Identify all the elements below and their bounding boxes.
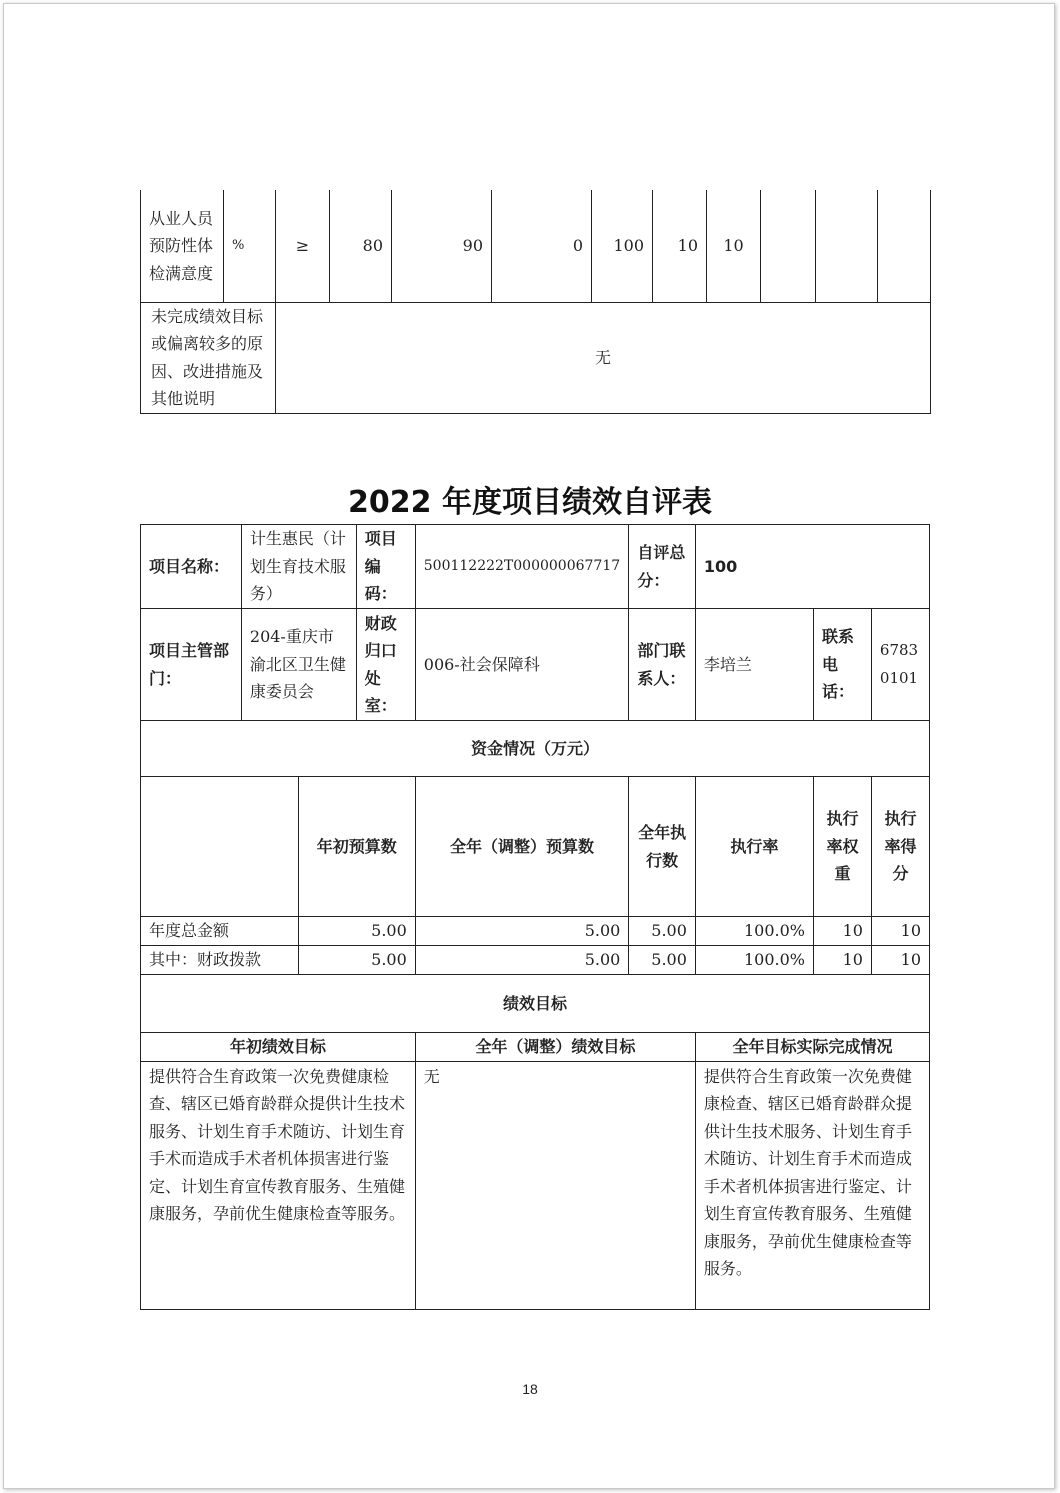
indicator-empty-3 bbox=[878, 190, 931, 302]
funds-header-blank bbox=[141, 777, 299, 917]
indicator-name: 从业人员预防性体检满意度 bbox=[141, 190, 224, 302]
funds-cell: 5.00 bbox=[298, 946, 415, 975]
funds-cell: 5.00 bbox=[629, 917, 696, 946]
note-row bbox=[141, 302, 931, 413]
goals-section-row bbox=[141, 975, 930, 1033]
indicator-unit: % bbox=[224, 190, 276, 302]
score-value: 100 bbox=[695, 525, 929, 609]
goals-content-row bbox=[141, 1061, 930, 1309]
performance-indicator-table bbox=[140, 190, 931, 414]
contact-label: 部门联系人： bbox=[629, 609, 696, 721]
funds-cell: 5.00 bbox=[415, 917, 629, 946]
finance-office-label: 财政归口处室： bbox=[356, 609, 415, 721]
funds-header-score: 执行率得分 bbox=[871, 777, 929, 917]
funds-cell: 100.0% bbox=[695, 917, 813, 946]
indicator-empty-2 bbox=[816, 190, 878, 302]
funds-cell: 10 bbox=[813, 917, 871, 946]
funds-header-weight: 执行率权重 bbox=[813, 777, 871, 917]
goals-adjusted-text: 无 bbox=[415, 1061, 695, 1309]
funds-section-title: 资金情况（万元） bbox=[141, 721, 930, 777]
funds-cell: 10 bbox=[813, 946, 871, 975]
project-code: 500112222T000000067717 bbox=[415, 525, 629, 609]
goals-initial-text: 提供符合生育政策一次免费健康检查、辖区已婚育龄群众提供计生技术服务、计划生育手术随访、计划生育手术而造成手术者机体损害进行鉴定、计划生育宣传教育服务、生殖健康服务，孕前优生健康检查等服务。 bbox=[141, 1061, 416, 1309]
funds-cell: 10 bbox=[871, 917, 929, 946]
phone-label: 联系电话： bbox=[813, 609, 871, 721]
indicator-value-2: 90 bbox=[392, 190, 492, 302]
goals-section-title: 绩效目标 bbox=[141, 975, 930, 1033]
note-label: 未完成绩效目标或偏离较多的原因、改进措施及其他说明 bbox=[141, 302, 276, 413]
indicator-value-3: 0 bbox=[492, 190, 592, 302]
dept-label: 项目主管部门： bbox=[141, 609, 242, 721]
funds-cell: 5.00 bbox=[298, 917, 415, 946]
funds-cell: 10 bbox=[871, 946, 929, 975]
funds-header-executed: 全年执行数 bbox=[629, 777, 696, 917]
goals-header-actual: 全年目标实际完成情况 bbox=[695, 1033, 929, 1062]
page-title: 2022 年度项目绩效自评表 bbox=[348, 485, 712, 520]
goals-header-initial: 年初绩效目标 bbox=[141, 1033, 416, 1062]
project-code-label: 项目编码： bbox=[356, 525, 415, 609]
indicator-value-6: 10 bbox=[707, 190, 761, 302]
goals-actual-text: 提供符合生育政策一次免费健康检查、辖区已婚育龄群众提供计生技术服务、计划生育手术随访、计划生育手术而造成手术者机体损害进行鉴定、计划生育宣传教育服务、生殖健康服务，孕前优生健康检查等服务。 bbox=[695, 1061, 929, 1309]
finance-office-value: 006-社会保障科 bbox=[415, 609, 629, 721]
funds-row-fiscal bbox=[141, 946, 930, 975]
note-value: 无 bbox=[276, 302, 931, 413]
phone-value: 67830101 bbox=[871, 609, 929, 721]
contact-value: 李培兰 bbox=[695, 609, 813, 721]
goals-header-adjusted: 全年（调整）绩效目标 bbox=[415, 1033, 695, 1062]
project-info-row bbox=[141, 525, 930, 609]
funds-header-row bbox=[141, 777, 930, 917]
indicator-empty-1 bbox=[761, 190, 816, 302]
funds-cell: 5.00 bbox=[415, 946, 629, 975]
score-label: 自评总分： bbox=[629, 525, 696, 609]
self-evaluation-table bbox=[140, 524, 930, 1310]
indicator-row bbox=[141, 190, 931, 302]
indicator-operator: ≥ bbox=[276, 190, 330, 302]
funds-cell: 5.00 bbox=[629, 946, 696, 975]
funds-header-adjusted: 全年（调整）预算数 bbox=[415, 777, 629, 917]
page-number: 18 bbox=[522, 1381, 538, 1397]
project-name-label: 项目名称： bbox=[141, 525, 242, 609]
funds-header-initial: 年初预算数 bbox=[298, 777, 415, 917]
funds-row-label: 其中：财政拨款 bbox=[141, 946, 299, 975]
funds-row-total bbox=[141, 917, 930, 946]
goals-header-row bbox=[141, 1033, 930, 1062]
funds-header-rate: 执行率 bbox=[695, 777, 813, 917]
indicator-value-5: 10 bbox=[653, 190, 707, 302]
indicator-value-4: 100 bbox=[592, 190, 653, 302]
funds-row-label: 年度总金额 bbox=[141, 917, 299, 946]
dept-value: 204-重庆市渝北区卫生健康委员会 bbox=[241, 609, 356, 721]
dept-info-row bbox=[141, 609, 930, 721]
funds-section-row bbox=[141, 721, 930, 777]
project-name: 计生惠民（计划生育技术服务） bbox=[241, 525, 356, 609]
indicator-value-1: 80 bbox=[330, 190, 392, 302]
funds-cell: 100.0% bbox=[695, 946, 813, 975]
